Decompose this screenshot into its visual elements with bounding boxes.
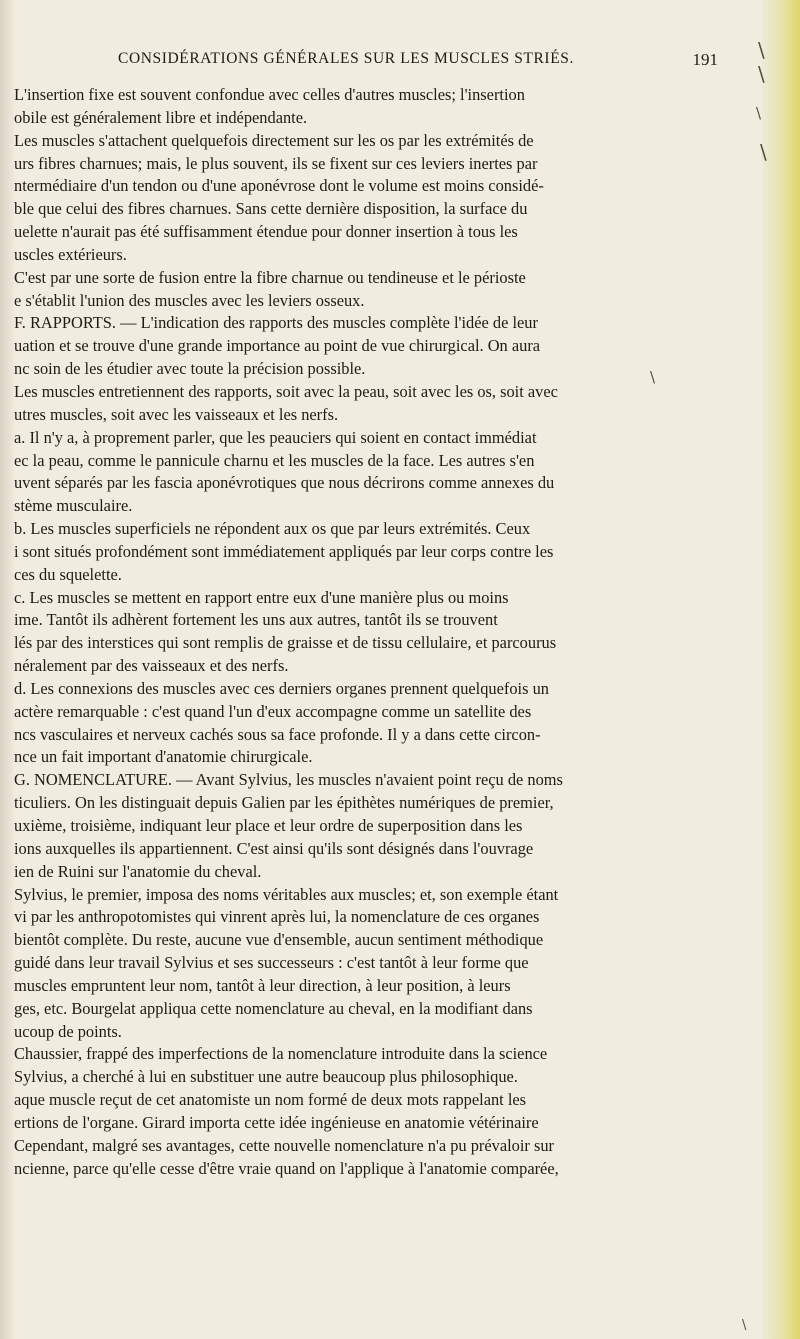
text-line: Les muscles s'attachent quelquefois directement sur les os par les extrémités de: [14, 130, 534, 150]
text-line: guidé dans leur travail Sylvius et ses successeurs : c'est tantôt à leur forme que: [14, 953, 529, 973]
text-line: vi par les anthropotomistes qui vinrent après lui, la nomenclature de ces organes: [14, 907, 540, 927]
text-line: obile est généralement libre et indépendante.: [14, 107, 308, 127]
page-edge: [762, 0, 800, 1339]
margin-mark: \: [650, 368, 656, 386]
text-line: utres muscles, soit avec les vaisseaux et les nerfs.: [14, 404, 339, 424]
text-line: uation et se trouve d'une grande importance au point de vue chirurgical. On aura: [14, 336, 541, 356]
text-line: stème musculaire.: [14, 496, 133, 516]
page-header: [118, 50, 718, 74]
text-line: ec la peau, comme le pannicule charnu et les muscles de la face. Les autres s'en: [14, 450, 535, 470]
text-line: ticuliers. On les distinguait depuis Galien par les épithètes numériques de premier,: [14, 793, 554, 813]
text-line: L'insertion fixe est souvent confondue avec celles d'autres muscles; l'insertion: [14, 85, 525, 104]
text-line: F. RAPPORTS. — L'indication des rapports des muscles complète l'idée de leur: [14, 313, 538, 333]
text-line: b. Les muscles superficiels ne répondent aux os que par leurs extrémités. Ceux: [14, 519, 531, 539]
text-line: ions auxquelles ils appartiennent. C'est ainsi qu'ils sont désignés dans l'ouvrage: [14, 838, 534, 858]
text-line: actère remarquable : c'est quand l'un d'eux accompagne comme un satellite des: [14, 701, 532, 721]
text-line: a. Il n'y a, à proprement parler, que les peauciers qui soient en contact immédiat: [14, 427, 537, 447]
text-line: C'est par une sorte de fusion entre la fibre charnue ou tendineuse et le périoste: [14, 267, 526, 287]
text-line: uelette n'aurait pas été suffisamment étendue pour donner insertion à tous les: [14, 222, 518, 242]
margin-mark: \: [758, 62, 765, 86]
text-line: lés par des interstices qui sont remplis de graisse et de tissu cellulaire, et parcourus: [14, 633, 557, 653]
text-line: ges, etc. Bourgelat appliqua cette nomenclature au cheval, en la modifiant dans: [14, 998, 533, 1018]
text-line: ces du squelette.: [14, 564, 122, 584]
text-line: uxième, troisième, indiquant leur place et leur ordre de superposition dans les: [14, 816, 523, 835]
text-line: ime. Tantôt ils adhèrent fortement les uns aux autres, tantôt ils se trouvent: [14, 610, 498, 630]
text-line: muscles empruntent leur nom, tantôt à leur direction, à leur position, à leurs: [14, 975, 511, 995]
text-line: néralement par des vaisseaux et des nerfs.: [14, 656, 289, 676]
text-line: ntermédiaire d'un tendon ou d'une aponévrose dont le volume est moins considé-: [14, 176, 544, 196]
text-line: uvent séparés par les fascia aponévrotiques que nous décrirons comme annexes du: [14, 473, 555, 493]
page-gutter: [0, 0, 14, 1339]
text-line: d. Les connexions des muscles avec ces derniers organes prennent quelquefois un: [14, 678, 549, 698]
page-number: 191: [692, 50, 718, 69]
margin-mark: \: [742, 1318, 747, 1333]
text-line: Sylvius, a cherché à lui en substituer une autre beaucoup plus philosophique.: [14, 1067, 518, 1087]
text-line: ien de Ruini sur l'anatomie du cheval.: [14, 861, 262, 881]
text-line: c. Les muscles se mettent en rapport entre eux d'une manière plus ou moins: [14, 587, 509, 607]
text-line: aque muscle reçut de cet anatomiste un nom formé de deux mots rappelant les: [14, 1090, 527, 1110]
text-line: Chaussier, frappé des imperfections de la nomenclature introduite dans la science: [14, 1044, 548, 1064]
text-line: Sylvius, le premier, imposa des noms véritables aux muscles; et, son exemple étant: [14, 884, 559, 904]
text-line: ertions de l'organe. Girard importa cette idée ingénieuse en anatomie vétérinaire: [14, 1112, 539, 1132]
text-line: nce un fait important d'anatomie chirurgicale.: [14, 747, 313, 767]
text-line: ble que celui des fibres charnues. Sans cette dernière disposition, la surface du: [14, 199, 528, 219]
text-line: uscles extérieurs.: [14, 244, 127, 264]
text-line: ncienne, parce qu'elle cesse d'être vraie quand on l'applique à l'anatomie comparée,: [14, 1158, 559, 1178]
text-line: urs fibres charnues; mais, le plus souvent, ils se fixent sur ces leviers inertes par: [14, 153, 538, 173]
margin-mark: \: [758, 38, 765, 62]
running-title: CONSIDÉRATIONS GÉNÉRALES SUR LES MUSCLES STRIÉS.: [118, 50, 574, 67]
text-line: e s'établit l'union des muscles avec les leviers osseux.: [14, 290, 365, 310]
margin-mark: \: [760, 140, 767, 164]
text-line: Cependant, malgré ses avantages, cette nouvelle nomenclature n'a pu prévaloir sur: [14, 1135, 554, 1155]
text-line: nc soin de les étudier avec toute la précision possible.: [14, 359, 366, 379]
body-text: [14, 84, 724, 1181]
text-line: bientôt complète. Du reste, aucune vue d'ensemble, aucun sentiment méthodique: [14, 930, 544, 950]
margin-mark: \: [756, 104, 762, 122]
text-line: Les muscles entretiennent des rapports, soit avec la peau, soit avec les os, soit avec: [14, 381, 558, 401]
text-line: i sont situés profondément sont immédiatement appliqués par leur corps contre les: [14, 541, 554, 561]
text-line: G. NOMENCLATURE. — Avant Sylvius, les muscles n'avaient point reçu de noms: [14, 770, 563, 790]
text-line: ucoup de points.: [14, 1021, 122, 1041]
text-line: ncs vasculaires et nerveux cachés sous sa face profonde. Il y a dans cette circon-: [14, 724, 541, 744]
